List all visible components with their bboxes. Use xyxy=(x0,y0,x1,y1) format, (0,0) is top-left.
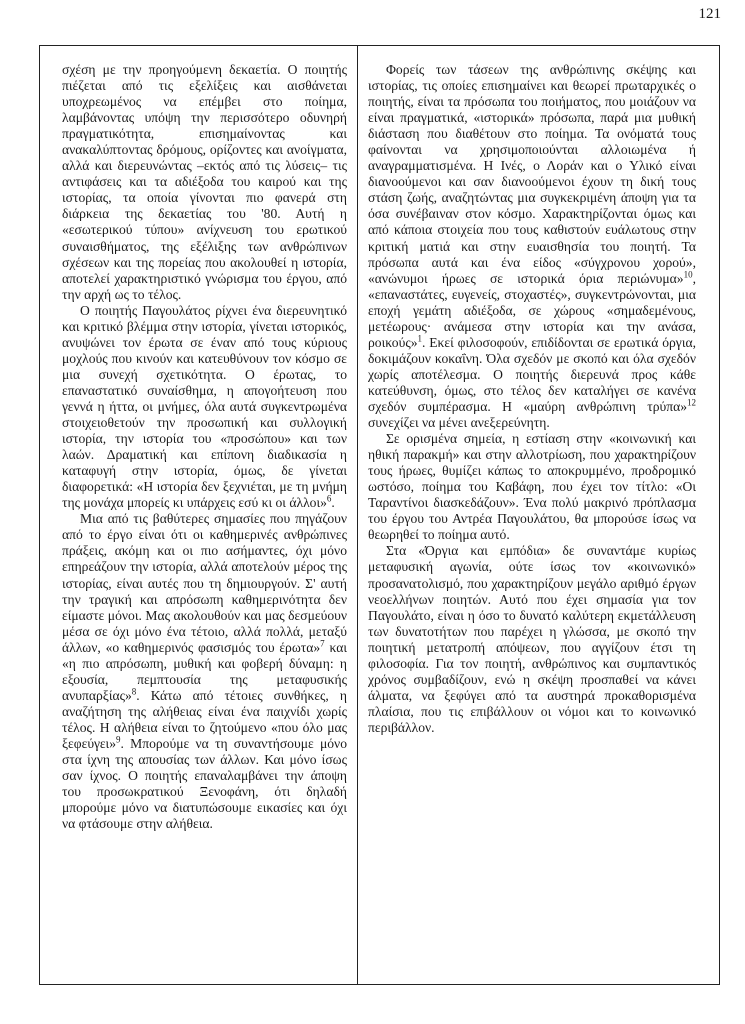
paragraph: Μια από τις βαθύτερες σημασίες που πηγάζουν από το έργο είναι ότι οι καθημερινές ανθρώπινες πράξεις, ακόμη και οι πιο ασήμαντες, όχι μόνο επηρεάζουν την ιστορία, αλλά αποτελούν μέρος της ιστορίας, είναι αυτές που τη δημιουργούν. Σ' αυτή την τραγική και απρόσωπη καθημερινότητα δεν είμαστε μόνοι. Μας ακολουθούν και μας δεσμεύουν μέσα σε όχι μόνο ένα τέτοιο, αλλά πολλά, μεταξύ άλλων, «ο καθημερινός φασισμός του έρωτα»$^7$ και «η πιο απρόσωπη, μυθική και φοβερή δύναμη: η εξουσία, πεμπτουσία της μεταφυσικής ανυπαρξίας»$^8$. Κάτω από τέτοιες συνθήκες, η αναζήτηση της αλήθειας είναι ένα παιχνίδι χωρίς τέλος. Η αλήθεια είναι το ζητούμενο «που όλο μας ξεφεύγει»$^9$. Μπορούμε να τη συναντήσουμε μόνο στα ίχνη της απουσίας των άλλων. Και μόνο ίσως σαν ίχνος. Ο ποιητής επαναλαμβάνει την άποψη του προσωκρατικού Ξενοφάνη, ότι δηλαδή μπορούμε μόνο να διατυπώσουμε εικασίες και όχι να φτάσουμε στην αλήθεια. xyxy=(62,511,347,832)
footnote-marker: 12 xyxy=(687,397,696,408)
paragraph: σχέση με την προηγούμενη δεκαετία. Ο ποιητής πιέζεται από τις εξελίξεις και αισθάνεται υποχρεωμένος να επέμβει στο ποίημα, λαμβάνοντας υπόψη την περισσότερο οδυνηρή πραγματικότητα, επισημαίνοντας και ανακαλύπτοντας δρόμους, ορίζοντες και ανοίγματα, αλλά και διερευνώντας –εκτός από τις λύσεις– τις αντιφάσεις και τα αδιέξοδα του καιρού και της ιστορίας, τα οποία γίνονται πιο φανερά στη διάρκεια της δεκαετίας του '80. Αυτή η «εσωτερικού τύπου» ανίχνευση του ερωτικού συναισθήματος, της εξέλιξης των ανθρώπινων σχέσεων και της πορείας που ακολουθεί η ιστορία, αποτελεί χαρακτηριστικό γνώρισμα του έργου, από την αρχή ως το τέλος. xyxy=(62,62,347,302)
right-column xyxy=(368,62,696,736)
footnote-marker: 9 xyxy=(116,734,121,745)
footnote-marker: 1 xyxy=(417,333,422,344)
footnote-marker: 10 xyxy=(683,269,693,280)
paragraph: Στα «Όργια και εμπόδια» δε συναντάμε κυρίως μεταφυσική αγωνία, ούτε ίσως τον «κοινωνικό» προσανατολισμό, που χαρακτηρίζουν μεγάλο αριθμό έργων νεοελλήνων ποιητών. Αυτό που έχει σημασία για τον Παγουλάτο, είναι η όσο το δυνατό καλύτερη εκμετάλλευση των δυνατοτήτων που παρέχει η γλώσσα, με σκοπό την ποιητική μετατροπή απόψεων, που αγγίζουν έτσι τη φιλοσοφία. Για τον ποιητή, ανθρώπινος και συμπαντικός χρόνος συμβαδίζουν, ενώ η σκέψη προσπαθεί να κάνει άλματα, να ξεφύγει από τα αυστηρά προκαθορισμένα πλαίσια, που τις επιβάλλουν οι νόμοι και το κοινωνικό περιβάλλον. xyxy=(368,543,696,735)
paragraph: Φορείς των τάσεων της ανθρώπινης σκέψης και ιστορίας, τις οποίες επισημαίνει και θεωρεί πρωταρχικές ο ποιητής, είναι τα πρόσωπα του ποιήματος, που μοιάζουν να είναι πραγματικά, «ιστορικά» πρόσωπα, παρά μια μυθική διάσταση που διαθέτουν στο ποίημα. Τα ονόματά τους φαίνονται να χρησιμοποιούνται αλλοιωμένα ή αναγραμματισμένα. Η Ινές, ο Λοράν και ο Υλικό είναι διανοούμενοι και σαν διανοούμενοι έχουν τη δική τους στάση ζωής, αναζητώντας μια συγκεκριμένη άποψη για τα όσα συνέβαιναν στον κόσμο. Χαρακτηρίζονται όμως και από κάποια στοιχεία που τους καθιστούν ευάλωτους στην κριτική ματιά και στην ευαισθησία του ποιητή. Τα πρόσωπα αυτά και ένα είδος «σύγχρονου χορού», «ανώνυμοι ήρωες σε ιστορικά όρια περιώνυμα»$^{10}$, «επαναστάτες, ευγενείς, στοχαστές», συγκεντρώνονται, μια εποχή γεμάτη αδιέξοδα, σε χώρους «σημαδεμένους, μετέωρους· ανάμεσα στην ιστορία και την ανάσα, ροικούς»$^1$. Εκεί φιλοσοφούν, επιδίδονται σε ερωτικά όργια, δοκιμάζουν κοκαΐνη. Όλα σχεδόν με σκοπό και όλα σχεδόν χωρίς αποτέλεσμα. Ο ποιητής διερευνά προς κάθε κατεύθυνση, όμως, στο τέλος δεν καταλήγει σε κανένα σχεδόν συμπέρασμα. Η «μαύρη ανθρώπινη τρύπα»$^{12}$ συνεχίζει να μένει ανεξερεύνητη. xyxy=(368,62,696,431)
footnote-marker: 6 xyxy=(326,493,332,504)
paragraph: Σε ορισμένα σημεία, η εστίαση στην «κοινωνική και ηθική παρακμή» και στην αλλοτρίωση, που χαρακτηρίζουν τους ήρωες, θυμίζει κάπως το αποκρυμμένο, προδρομικό ωστόσο, ποίημα του Καβάφη, που έχει τον τίτλο: «Οι Ταραντίνοι διασκεδάζουν». Ένα πολύ μακρινό πρόπλασμα του έργου του Αντρέα Παγουλάτου, θα μπορούσε ίσως να θεωρηθεί το ποίημα αυτό. xyxy=(368,431,696,543)
footnote-marker: 7 xyxy=(320,638,325,649)
paragraph: Ο ποιητής Παγουλάτος ρίχνει ένα διερευνητικό και κριτικό βλέμμα στην ιστορία, γίνεται ιστορικός, ανυψώνει τον έρωτα σε έναν από τους κύριους μοχλούς που κινούν και κατευθύνουν τον κόσμο σε μια συνεχή σχετικότητα. Ο έρωτας, το επαναστατικό συναίσθημα, η απογοήτευση που γεννά η ήττα, οι μνήμες, όλα αυτά συγκεντρωμένα στοιχειοθετούν την προσωπική και συλλογική ιστορία, την ιστορία του «προσώπου» και των λαών. Δραματική και επίπονη διαδικασία η καταφυγή στην ιστορία, όμως, δε γίνεται διαφορετικά: «Η ιστορία δεν ξεχνιέται, με τη μνήμη της μονάχα μπορείς κι υπάρχεις εσύ κι οι άλλοι»$^6$. xyxy=(62,302,347,511)
left-column xyxy=(62,62,347,832)
page-number: 121 xyxy=(698,6,721,22)
footnote-marker: 8 xyxy=(131,686,137,697)
column-divider xyxy=(357,45,358,985)
